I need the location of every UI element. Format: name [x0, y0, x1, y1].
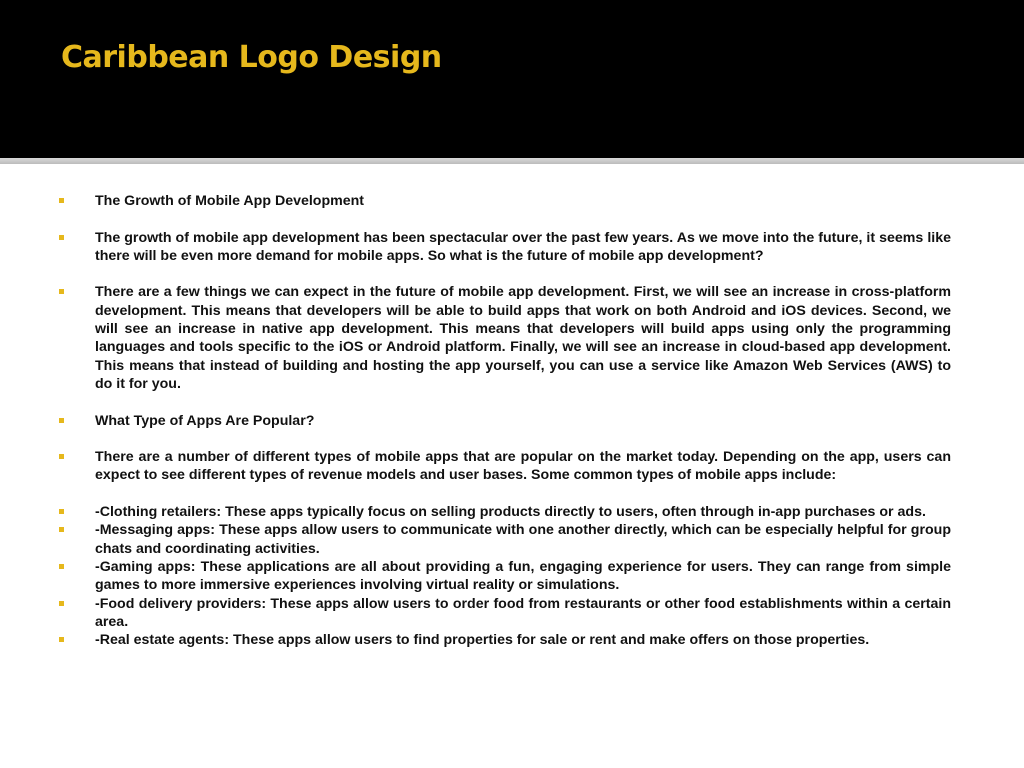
square-bullet-icon: [59, 235, 64, 240]
square-bullet-icon: [59, 418, 64, 423]
bullet-list: [58, 192, 951, 649]
bullet-item: [58, 412, 951, 430]
title-bar: [0, 0, 1024, 158]
bullet-text: What Type of Apps Are Popular?: [95, 412, 315, 429]
square-bullet-icon: [59, 527, 64, 532]
bullet-item: [58, 558, 951, 595]
bullet-text: -Gaming apps: These applications are all about providing a fun, engaging experience for users. They can range from simple games to more immersive experiences involving virtual reality or simulations.: [95, 558, 951, 594]
bullet-item: [58, 448, 951, 485]
bullet-text: There are a number of different types of mobile apps that are popular on the market today. Depending on the app, users can expect to see different types of revenue models and user bases. Some common types of mobile apps include:: [95, 449, 951, 484]
bullet-text: -Clothing retailers: These apps typically focus on selling products directly to users, often through in-app purchases or ads.: [95, 504, 926, 521]
bullet-text: -Food delivery providers: These apps allow users to order food from restaurants or other food establishments within a certain area.: [95, 595, 951, 630]
bullet-item: [58, 503, 951, 521]
bullet-text: The Growth of Mobile App Development: [95, 193, 365, 209]
bullet-text: -Messaging apps: These apps allow users to communicate with one another directly, which can be especially helpful for group chats and coordinating activities.: [95, 522, 951, 557]
bullet-item: [58, 521, 951, 558]
bullet-text: -Real estate agents: These apps allow users to find properties for sale or rent and make offers on those properties.: [95, 632, 870, 649]
square-bullet-icon: [59, 198, 64, 203]
bullet-item: [58, 283, 951, 393]
bullet-item: [58, 229, 951, 266]
square-bullet-icon: [59, 289, 64, 294]
square-bullet-icon: [59, 601, 64, 606]
square-bullet-icon: [59, 509, 64, 514]
bullet-text: There are a few things we can expect in the future of mobile app development. First, we will see an increase in cross-platform development. This means that developers will be able to build apps that work on both Android and iOS devices. Second, we will see an increase in native app development. This means that developers will build apps using only the programming languages and tools specific to the iOS or Android platform. Finally, we will see an increase in cloud-based app development. This means that instead of building and hosting the app yourself, you can use a service like Amazon Web Services (AWS) to do it for you.: [95, 284, 951, 392]
bullet-item: [58, 192, 951, 210]
bullet-text: The growth of mobile app development has been spectacular over the past few years. As we move into the future, it seems like there will be even more demand for mobile apps. So what is the future of mobile app development?: [95, 229, 951, 264]
square-bullet-icon: [59, 454, 64, 459]
bullet-item: [58, 595, 951, 632]
slide-title: Caribbean Logo Design: [61, 40, 442, 75]
bullet-item: [58, 631, 951, 649]
square-bullet-icon: [59, 637, 64, 642]
square-bullet-icon: [59, 564, 64, 569]
header-divider: [0, 158, 1024, 164]
